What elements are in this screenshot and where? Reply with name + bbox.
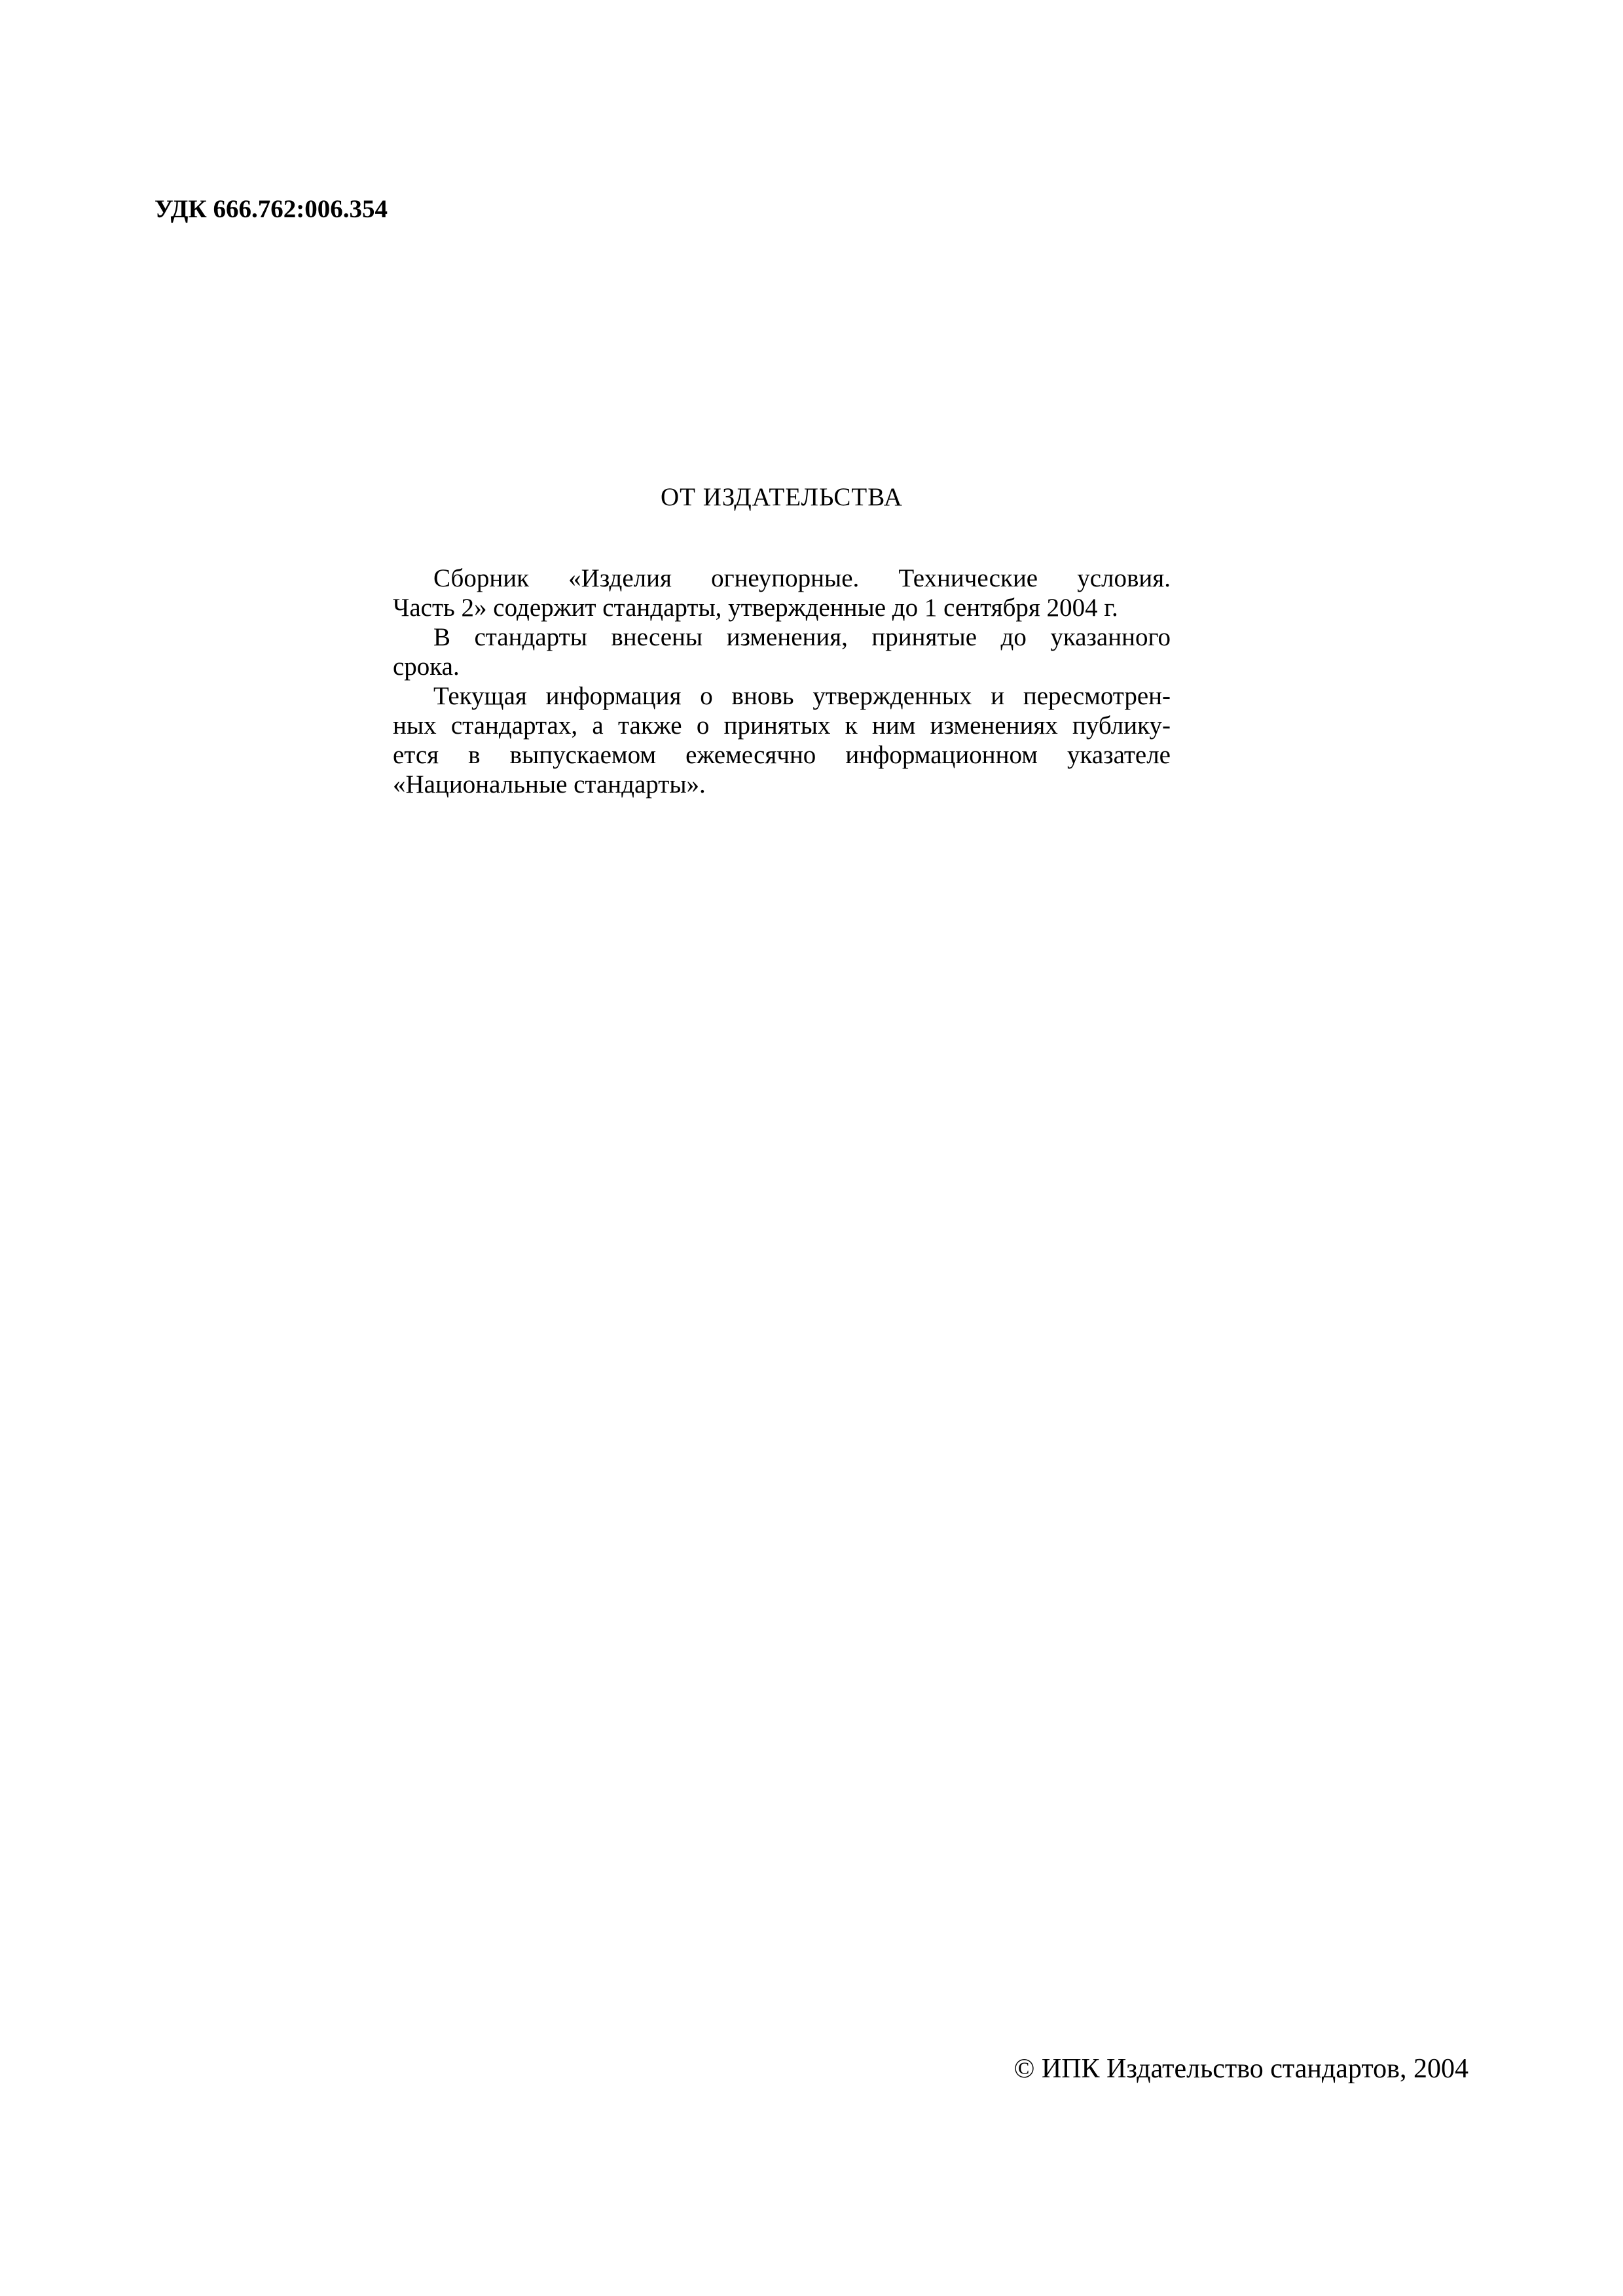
paragraph-line: В стандарты внесены изменения, принятые до указанного (433, 623, 1171, 651)
foreword-paragraph-information (393, 681, 1171, 799)
paragraph-line: Сборник «Изделия огнеупорные. Технические условия. (433, 564, 1171, 592)
paragraph-line: срока. (393, 653, 460, 681)
paragraph-line: Часть 2» содержит стандарты, утвержденные до 1 сентября 2004 г. (393, 594, 1118, 622)
publisher-foreword (393, 484, 1171, 799)
foreword-paragraph-collection (393, 564, 1171, 622)
foreword-title: ОТ ИЗДАТЕЛЬСТВА (661, 483, 903, 511)
copyright-notice: © ИПК Издательство стандартов, 2004 (1013, 2054, 1468, 2084)
paragraph-line: ных стандартах, а также о принятых к ним изменениях публику- (393, 711, 1171, 740)
paragraph-line: «Национальные стандарты». (393, 770, 706, 798)
foreword-paragraph-amendments (393, 622, 1171, 681)
paragraph-line: ется в выпускаемом ежемесячно информационном указателе (393, 741, 1171, 769)
paragraph-line: Текущая информация о вновь утвержденных и пересмотрен- (433, 682, 1171, 710)
udc-code: УДК 666.762:006.354 (155, 195, 388, 223)
